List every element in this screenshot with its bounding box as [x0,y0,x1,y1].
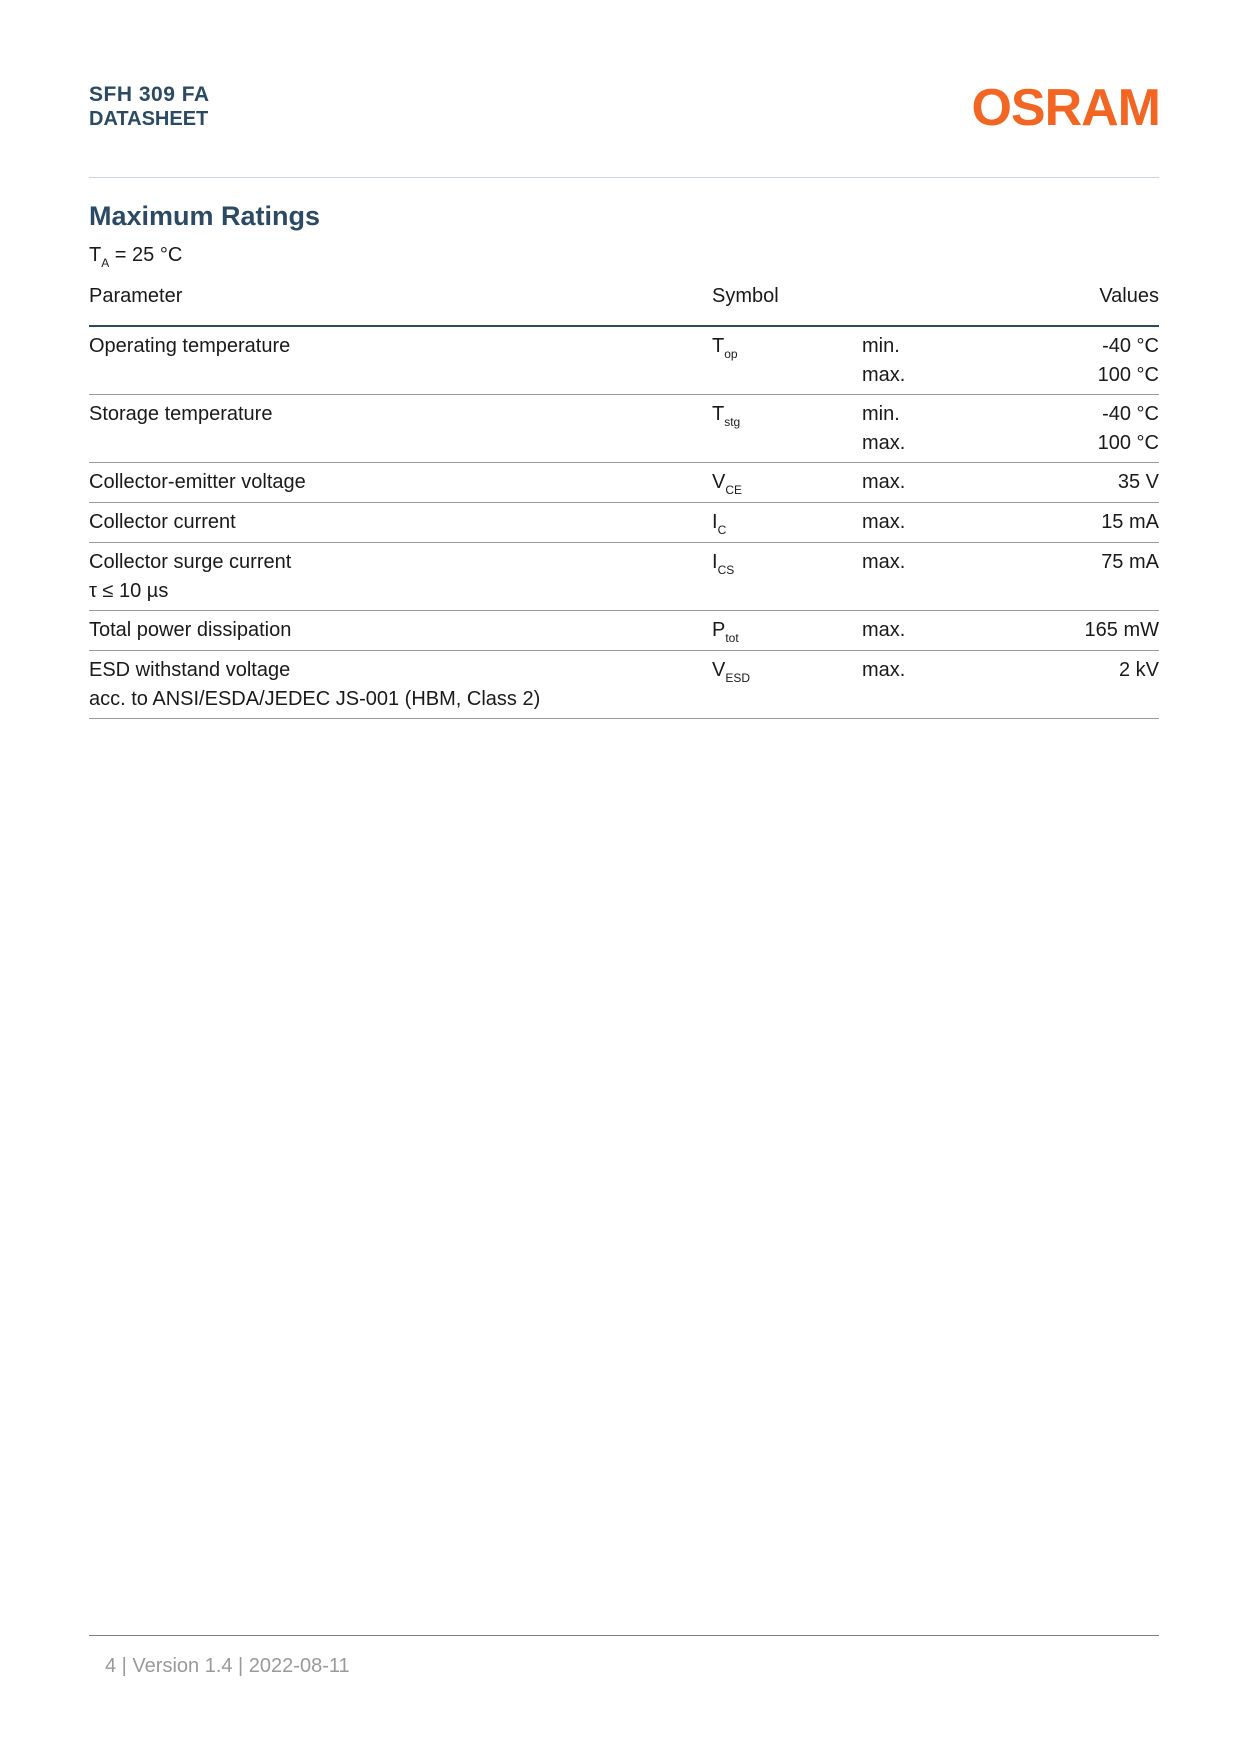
parameter-condition: acc. to ANSI/ESDA/JEDEC JS-001 (HBM, Class 2) [89,688,541,710]
header-parameter: Parameter [89,285,183,307]
limit-type: max. [862,551,906,573]
symbol-subscript: CE [725,483,743,497]
parameter-name: Operating temperature [89,335,291,357]
symbol-letter: P [712,619,726,641]
symbol [712,616,739,653]
header-symbol: Symbol [712,285,779,307]
value: 165 mW [1084,619,1159,641]
header-document-type: DATASHEET [89,108,209,130]
table-row [89,327,1159,395]
limit-type: min. [862,335,900,357]
symbol [712,400,740,437]
condition-value: = 25 °C [109,244,183,266]
value: -40 °C [1102,403,1159,425]
parameter-name: Collector surge current [89,551,292,573]
footer-page-info: 4 | Version 1.4 | 2022-08-11 [105,1655,350,1677]
limit-type: min. [862,403,900,425]
parameter-name: Total power dissipation [89,619,292,641]
symbol-letter: T [712,335,725,357]
value: 100 °C [1097,432,1159,454]
limit-type: max. [862,432,906,454]
section-title: Maximum Ratings [89,201,321,231]
symbol [712,548,734,585]
condition-symbol: T [89,244,102,266]
symbol-subscript: ESD [725,671,751,685]
symbol-letter: V [712,471,726,493]
symbol-subscript: tot [725,631,739,645]
parameter-name: Collector current [89,511,236,533]
symbol-letter: I [712,511,718,533]
table-row [89,611,1159,651]
parameter-name: Storage temperature [89,403,273,425]
osram-logo: OSRAM [971,79,1160,137]
header-product-name: SFH 309 FA [89,83,210,106]
symbol [712,332,738,369]
value: 75 mA [1101,551,1159,573]
table-row [89,651,1159,719]
symbol [712,508,726,545]
value: 15 mA [1101,511,1159,533]
parameter-name: ESD withstand voltage [89,659,291,681]
symbol-letter: T [712,403,725,425]
symbol [712,468,742,505]
table-row [89,503,1159,543]
limit-type: max. [862,511,906,533]
table-header [89,278,1159,327]
value: 100 °C [1097,364,1159,386]
table-row [89,463,1159,503]
symbol [712,656,750,693]
table-row [89,543,1159,611]
condition-subscript: A [101,256,110,270]
header-divider [89,177,1159,178]
header-values: Values [1099,285,1159,307]
value: -40 °C [1102,335,1159,357]
ambient-temperature-condition [89,243,182,270]
value: 2 kV [1118,659,1159,681]
symbol-letter: I [712,551,718,573]
symbol-letter: V [712,659,726,681]
maximum-ratings-table [89,278,1159,719]
table-row [89,395,1159,463]
limit-type: max. [862,659,906,681]
limit-type: max. [862,471,906,493]
symbol-subscript: CS [717,563,735,577]
footer-divider [89,1635,1159,1636]
value: 35 V [1117,471,1159,493]
limit-type: max. [862,364,906,386]
parameter-condition: τ ≤ 10 µs [89,580,169,602]
symbol-subscript: stg [724,415,741,429]
parameter-name: Collector-emitter voltage [89,471,306,493]
symbol-subscript: C [717,523,727,537]
limit-type: max. [862,619,906,641]
symbol-subscript: op [724,347,738,361]
